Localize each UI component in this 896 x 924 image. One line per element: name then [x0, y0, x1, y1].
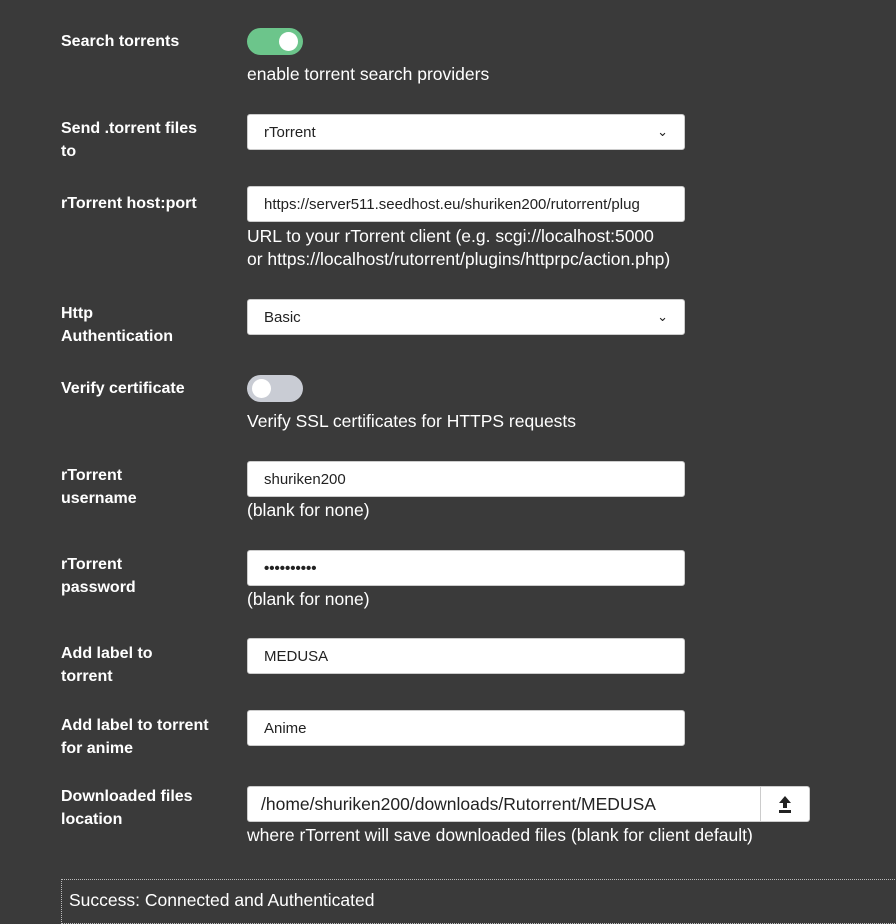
- label-label: Add label to torrent: [61, 645, 153, 685]
- status-message: Success: Connected and Authenticated: [61, 879, 896, 924]
- label-value: MEDUSA: [264, 647, 329, 665]
- host-value: https://server511.seedhost.eu/shuriken200/rutorrent/plug: [264, 195, 640, 213]
- label-anime-input[interactable]: [247, 710, 685, 746]
- send-to-value: rTorrent: [264, 123, 316, 141]
- download-dir-help: where rTorrent will save downloaded files (blank for client default): [247, 825, 753, 845]
- verify-cert-toggle[interactable]: [247, 375, 303, 402]
- verify-cert-label: Verify certificate: [61, 380, 185, 397]
- browse-button[interactable]: [760, 786, 810, 822]
- send-to-select[interactable]: [247, 114, 685, 150]
- host-help-1: URL to your rTorrent client (e.g. scgi://localhost:5000: [247, 226, 654, 246]
- chevron-down-icon: ⌄: [657, 309, 668, 324]
- password-label: rTorrent password: [61, 556, 136, 596]
- password-help: (blank for none): [247, 589, 370, 609]
- host-label: rTorrent host:port: [61, 195, 197, 212]
- toggle-knob: [279, 32, 298, 51]
- password-input[interactable]: [247, 550, 685, 586]
- download-dir-value: /home/shuriken200/downloads/Rutorrent/MEDUSA: [261, 793, 656, 814]
- search-torrents-label: Search torrents: [61, 33, 180, 50]
- label-anime-label: Add label to torrent for anime: [61, 717, 209, 757]
- password-value: ••••••••••: [264, 559, 317, 577]
- label-anime-value: Anime: [264, 719, 307, 737]
- http-auth-select[interactable]: [247, 299, 685, 335]
- label-input[interactable]: [247, 638, 685, 674]
- search-torrents-toggle[interactable]: [247, 28, 303, 55]
- username-help: (blank for none): [247, 500, 370, 520]
- download-dir-label: Downloaded files location: [61, 788, 193, 828]
- host-help-2: or https://localhost/rutorrent/plugins/httprpc/action.php): [247, 249, 671, 269]
- username-value: shuriken200: [264, 470, 346, 488]
- host-input[interactable]: [247, 186, 685, 222]
- toggle-knob: [252, 379, 271, 398]
- download-dir-input[interactable]: [247, 786, 761, 822]
- upload-icon: [777, 795, 793, 813]
- http-auth-value: Basic: [264, 308, 301, 326]
- username-input[interactable]: [247, 461, 685, 497]
- chevron-down-icon: ⌄: [657, 124, 668, 139]
- send-to-label: Send .torrent files to: [61, 120, 198, 160]
- http-auth-label: Http Authentication: [61, 305, 173, 345]
- username-label: rTorrent username: [61, 467, 137, 507]
- verify-cert-help: Verify SSL certificates for HTTPS requests: [247, 411, 577, 431]
- search-torrents-help: enable torrent search providers: [247, 64, 490, 84]
